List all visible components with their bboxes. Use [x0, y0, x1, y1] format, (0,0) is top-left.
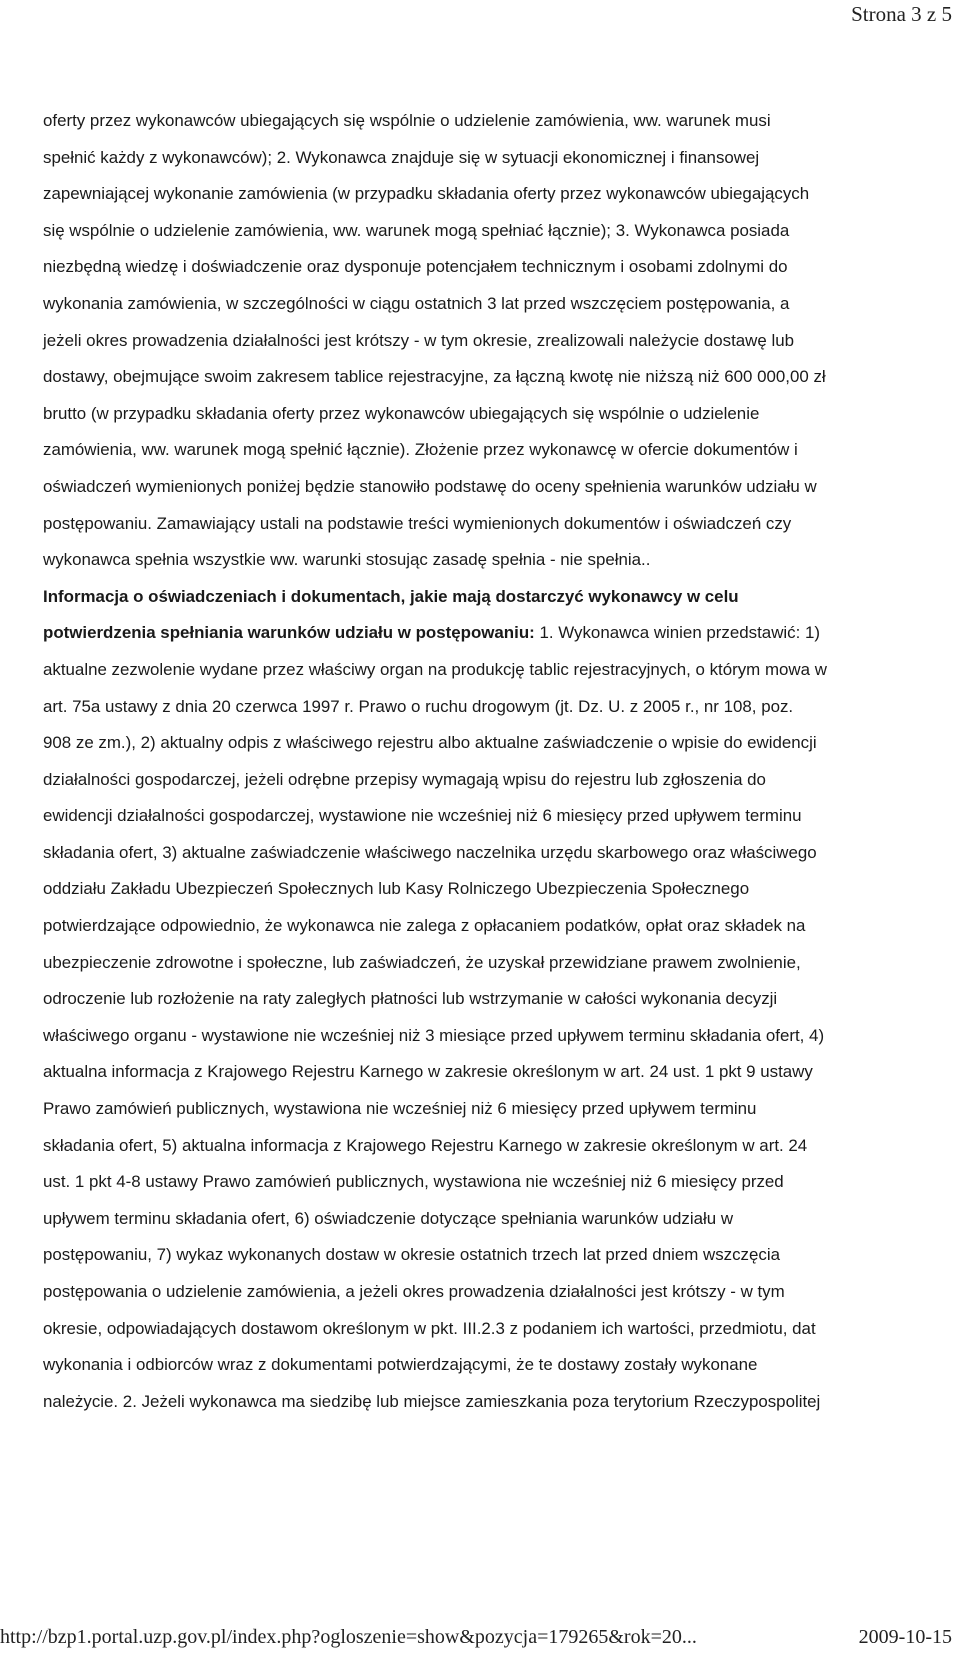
section-heading-bold: potwierdzenia spełniania warunków udziału w postępowaniu: — [43, 623, 535, 643]
text-line: art. 75a ustawy z dnia 20 czerwca 1997 r. Prawo o ruchu drogowym (jt. Dz. U. z 2005 r., nr 108, poz. — [43, 696, 794, 716]
text-line: działalności gospodarczej, jeżeli odrębne przepisy wymagają wpisu do rejestru lub zgłoszenia do — [43, 769, 766, 789]
text-line: się wspólnie o udzielenie zamówienia, ww. warunek mogą spełniać łącznie); 3. Wykonawca posiada — [43, 220, 790, 240]
text-line: ewidencji działalności gospodarczej, wystawione nie wcześniej niż 6 miesięcy przed upływem terminu — [43, 806, 802, 826]
text-line: postępowaniu. Zamawiający ustali na podstawie treści wymienionych dokumentów i oświadczeń czy — [43, 513, 792, 533]
text-line: oferty przez wykonawców ubiegających się wspólnie o udzielenie zamówienia, ww. warunek musi — [43, 111, 771, 130]
text-line: zapewniającej wykonanie zamówienia (w przypadku składania oferty przez wykonawców ubiegających — [43, 184, 810, 204]
text-line: spełnić każdy z wykonawców); 2. Wykonawca znajduje się w sytuacji ekonomicznej i finansowej — [43, 147, 760, 167]
text-line: Prawo zamówień publicznych, wystawiona nie wcześniej niż 6 miesięcy przed upływem terminu — [43, 1099, 757, 1119]
text-line: wykonawca spełnia wszystkie ww. warunki stosując zasadę spełnia - nie spełnia.. — [43, 550, 651, 570]
text-line: właściwego organu - wystawione nie wcześniej niż 3 miesiące przed upływem terminu składania ofert, 4) — [43, 1025, 825, 1045]
text-line: składania ofert, 3) aktualne zaświadczenie właściwego naczelnika urzędu skarbowego oraz właściwego — [43, 842, 817, 862]
text-line: ust. 1 pkt 4-8 ustawy Prawo zamówień publicznych, wystawiona nie wcześniej niż 6 miesięcy przed — [43, 1172, 784, 1192]
text-line: wykonania i odbiorców wraz z dokumentami potwierdzającymi, że te dostawy zostały wykonane — [43, 1355, 758, 1375]
text-line: potwierdzające odpowiednio, że wykonawca nie zalega z opłacaniem podatków, opłat oraz składek na — [43, 916, 806, 936]
text-line: składania ofert, 5) aktualna informacja z Krajowego Rejestru Karnego w zakresie określonym w art. 24 — [43, 1135, 808, 1155]
text-line: brutto (w przypadku składania oferty przez wykonawców ubiegających się wspólnie o udzielenie — [43, 403, 760, 423]
section-heading-text: 1. Wykonawca winien przedstawić: 1) — [534, 623, 820, 643]
text-line: dostawy, obejmujące swoim zakresem tablice rejestracyjne, za łączną kwotę nie niższą niż 600 000,00 zł — [43, 367, 826, 387]
text-line: upływem terminu składania ofert, 6) oświadczenie dotyczące spełniania warunków udziału w — [43, 1208, 734, 1228]
text-line: 908 ze zm.), 2) aktualny odpis z właściwego rejestru albo aktualne zaświadczenie o wpisie do ewidencji — [43, 733, 817, 753]
section-heading: Informacja o oświadczeniach i dokumentach, jakie mają dostarczyć wykonawcy w celu — [43, 586, 739, 606]
text-line: oświadczeń wymienionych poniżej będzie stanowiło podstawę do oceny spełnienia warunków udziału w — [43, 476, 817, 496]
footer-date: 2009-10-15 — [858, 1626, 952, 1648]
text-line: zamówienia, ww. warunek mogą spełnić łącznie). Złożenie przez wykonawcę w ofercie dokumentów i — [43, 440, 798, 460]
text-line: aktualna informacja z Krajowego Rejestru Karnego w zakresie określonym w art. 24 ust. 1 pkt 9 ustawy — [43, 1062, 813, 1082]
text-line: oddziału Zakładu Ubezpieczeń Społecznych lub Kasy Rolniczego Ubezpieczenia Społecznego — [43, 879, 750, 899]
text-line: aktualne zezwolenie wydane przez właściwy organ na produkcję tablic rejestracyjnych, o którym mowa w — [43, 659, 827, 679]
text-line: jeżeli okres prowadzenia działalności jest krótszy - w tym okresie, zrealizowali należycie dostawę lub — [43, 330, 795, 350]
document-body — [43, 103, 929, 1420]
text-line: okresie, odpowiadających dostawom określonym w pkt. III.2.3 z podaniem ich wartości, przedmiotu, dat — [43, 1318, 816, 1338]
text-line: odroczenie lub rozłożenie na raty zaległych płatności lub wstrzymanie w całości wykonania decyzji — [43, 989, 778, 1009]
text-line: należycie. 2. Jeżeli wykonawca ma siedzibę lub miejsce zamieszkania poza terytorium Rzeczypospolitej — [43, 1391, 821, 1411]
text-line: postępowaniu, 7) wykaz wykonanych dostaw w okresie ostatnich trzech lat przed dniem wszczęcia — [43, 1245, 780, 1265]
footer-url: http://bzp1.portal.uzp.gov.pl/index.php?ogloszenie=show&pozycja=179265&rok=20... — [0, 1626, 697, 1648]
page-number: Strona 3 z 5 — [851, 2, 952, 26]
text-line: ubezpieczenie zdrowotne i społeczne, lub zaświadczeń, że uzyskał przewidziane prawem zwolnienie, — [43, 952, 801, 972]
text-line: wykonania zamówienia, w szczególności w ciągu ostatnich 3 lat przed wszczęciem postępowania, a — [43, 293, 790, 313]
section-heading-continued — [43, 615, 929, 652]
text-line: postępowania o udzielenie zamówienia, a jeżeli okres prowadzenia działalności jest krótszy - w tym — [43, 1282, 785, 1301]
text-line: niezbędną wiedzę i doświadczenie oraz dysponuje potencjałem technicznym i osobami zdolnymi do — [43, 257, 788, 277]
